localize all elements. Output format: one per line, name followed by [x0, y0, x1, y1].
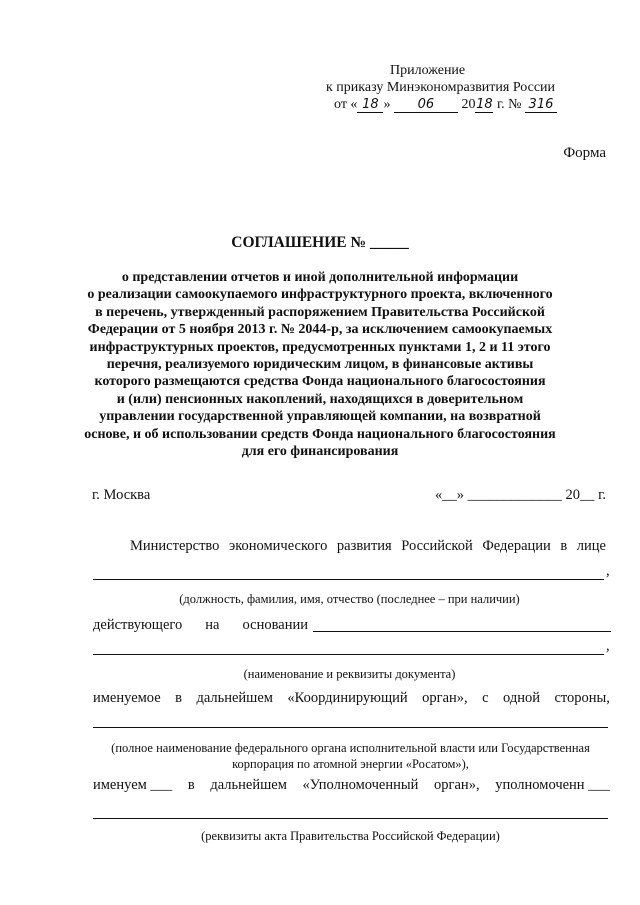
blank-line-basis [313, 631, 611, 632]
subtitle-line: о реализации самоокупаемого инфраструктурного проекта, включенного [87, 287, 553, 303]
appendix-order-ref: к приказу Минэкономразвития России [326, 80, 556, 95]
subtitle-line: перечня, реализуемого юридическим лицом, в финансовые активы [106, 357, 534, 373]
caption-position: (должность, фамилия, имя, отчество (последнее – при наличии) [179, 592, 520, 606]
handwritten-order-number: 316 [525, 97, 557, 113]
comma: , [606, 563, 610, 579]
blank-line-basis-2 [93, 654, 604, 655]
subtitle-line: управлении государственной управляющей компании, на возвратной [99, 409, 541, 425]
subtitle-line: о представлении отчетов и иной дополнительной информации [121, 270, 519, 285]
subtitle-line: и (или) пенсионных накоплений, находящихся в доверительном [116, 391, 524, 407]
blank-line-government-act [93, 818, 608, 819]
subtitle-line: Федерации от 5 ноября 2013 г. № 2044-р, за исключением самоокупаемых [87, 322, 553, 338]
caption-government-act: (реквизиты акта Правительства Российской Федерации) [201, 829, 500, 843]
authorized-row: именуем ___ в дальнейшем «Уполномоченный орган», уполномоченн ___ [93, 777, 610, 793]
place-of-signing: г. Москва [92, 487, 151, 503]
blank-line-representative [93, 579, 604, 580]
subtitle-line: основе, и об использовании средств Фонда национального благосостояния [84, 426, 556, 442]
handwritten-month: 06 [394, 97, 458, 113]
appendix-header [316, 62, 596, 113]
agreement-subtitle [70, 269, 570, 460]
handwritten-day: 18 [357, 97, 383, 113]
subtitle-line: которого размещаются средства Фонда национального благосостояния [94, 374, 546, 390]
appendix-order-date: от « 18 » 06 2018 г. № 316 [316, 96, 596, 113]
agreement-title: СОГЛАШЕНИЕ № _____ [231, 234, 409, 251]
caption-federal-body: (полное наименование федерального органа исполнительной власти или Государственная корпорация по атомной энергии «Росатом»), [111, 741, 590, 771]
agreement-date-blank: «__» _____________ 20__ г. [434, 487, 606, 503]
subtitle-line: для его финансирования [241, 444, 399, 460]
acting-row: действующего на основании [93, 617, 308, 633]
subtitle-line: инфраструктурных проектов, предусмотренных пунктами 1, 2 и 11 этого [89, 339, 551, 355]
appendix-label: Приложение [390, 63, 466, 78]
caption-document: (наименование и реквизиты документа) [243, 667, 456, 681]
subtitle-line: в перечень, утвержденный распоряжением Правительства Российской [95, 304, 545, 320]
handwritten-year: 18 [476, 97, 493, 112]
comma: , [606, 638, 610, 654]
blank-line-federal-body [93, 727, 608, 728]
form-label: Форма [563, 145, 606, 161]
coordinating-row: именуемое в дальнейшем «Координирующий орган», с одной стороны, [93, 690, 610, 706]
ministry-line: Министерство экономического развития Российской Федерации в лице [130, 538, 606, 554]
